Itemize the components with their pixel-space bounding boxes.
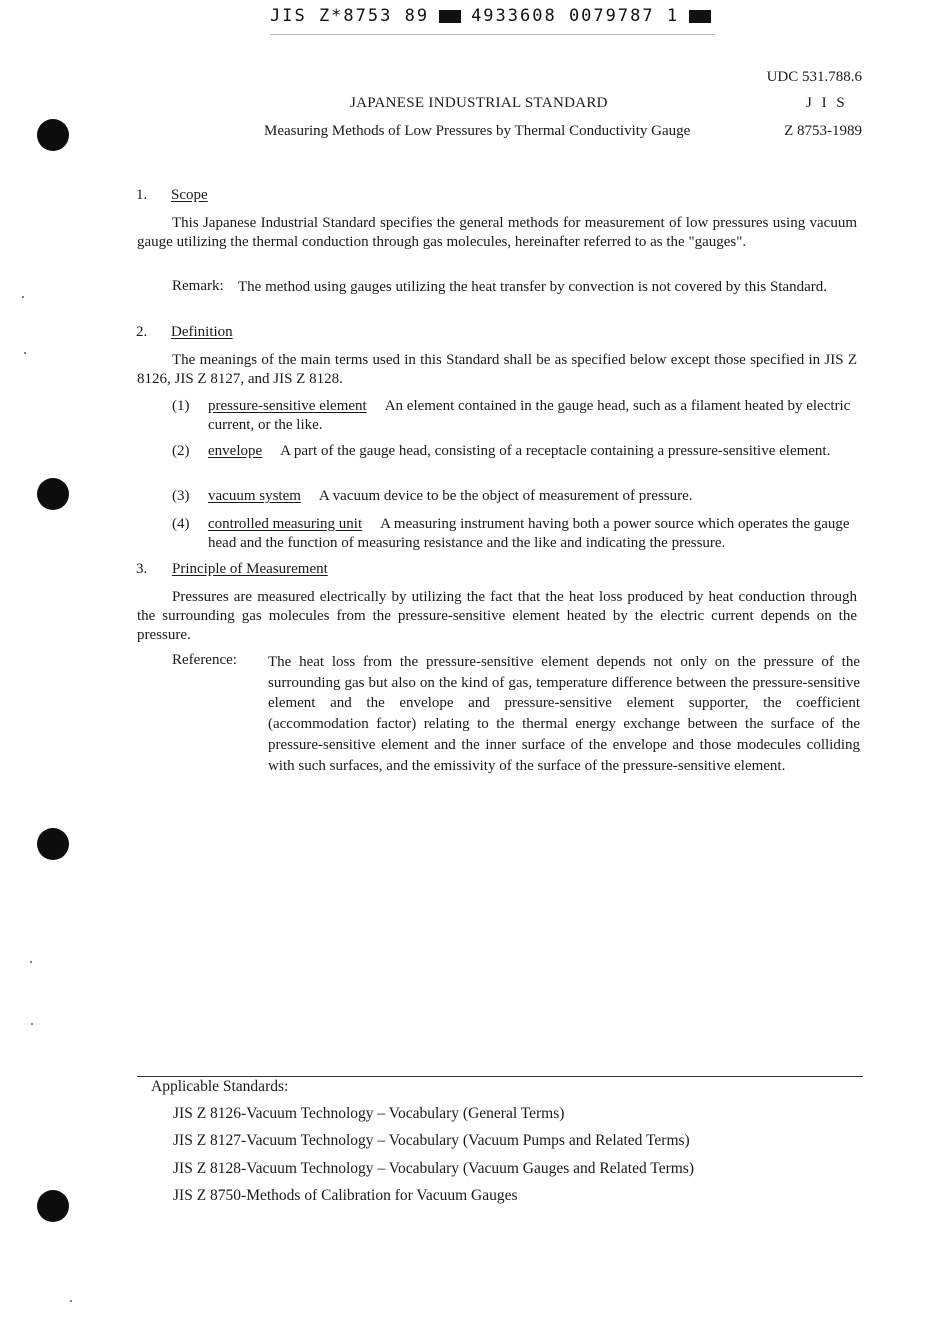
black-block-mark	[439, 10, 461, 23]
item-term: envelope	[208, 443, 263, 459]
definition-item	[172, 442, 852, 461]
section-title-scope: Scope	[171, 187, 208, 203]
standard-number: Z 8753-1989	[784, 123, 862, 139]
scan-header	[270, 6, 711, 26]
definition-paragraph	[137, 351, 857, 389]
udc-number: UDC 531.788.6	[766, 69, 862, 85]
punch-hole	[37, 119, 69, 151]
section-number: 2.	[136, 324, 148, 340]
applicable-standards-title: Applicable Standards:	[151, 1078, 289, 1095]
remark-text: The method using gauges utilizing the heat transfer by convection is not covered by this Standard.	[238, 279, 828, 295]
item-description: A measuring instrument having both a power source which operates the gauge head and the function of measuring resistance and the like and indicating the pressure.	[208, 516, 850, 551]
item-number: (1)	[172, 398, 190, 414]
scan-speck	[70, 1300, 72, 1302]
scan-speck	[24, 352, 26, 354]
section-title-principle: Principle of Measurement	[172, 561, 328, 577]
page-title: JAPANESE INDUSTRIAL STANDARD	[350, 95, 608, 111]
reference-label: Reference:	[172, 652, 237, 668]
item-description: A vacuum device to be the object of measurement of pressure.	[318, 488, 693, 504]
item-term: pressure-sensitive element	[208, 398, 367, 414]
item-description: A part of the gauge head, consisting of a receptacle containing a pressure-sensitive element.	[280, 443, 831, 459]
applicable-standard-item: JIS Z 8126-Vacuum Technology – Vocabulary (General Terms)	[173, 1105, 565, 1122]
applicable-standard-item: JIS Z 8750-Methods of Calibration for Vacuum Gauges	[173, 1187, 518, 1204]
item-number: (2)	[172, 443, 190, 459]
scan-header-code: JIS Z*8753 89	[270, 6, 430, 26]
scan-speck	[22, 296, 24, 298]
applicable-standard-item: JIS Z 8128-Vacuum Technology – Vocabulary (Vacuum Gauges and Related Terms)	[173, 1160, 694, 1177]
black-block-mark	[689, 10, 711, 23]
section-number: 1.	[136, 187, 148, 203]
scan-header-number: 4933608 0079787 1	[471, 6, 680, 26]
scope-paragraph	[137, 214, 857, 252]
definition-item	[172, 487, 852, 506]
definition-text: The meanings of the main terms used in this Standard shall be as specified below except those specified in JIS Z 8126, JIS Z 8127, and JIS Z 8128.	[137, 352, 857, 387]
section-number: 3.	[136, 561, 148, 577]
footnote-rule	[137, 1076, 863, 1077]
reference-text: The heat loss from the pressure-sensitive element depends not only on the pressure of the surrounding gas but also on the kind of gas, temperature difference between the pressure-sensitive element and the envelope and pressure-sensitive element supporter, the coefficient (accommodation factor) relating to the thermal energy exchange between the surface of the pressure-sensitive element and the inner surface of the envelope and those modecules colliding with such surfaces, and the emissivity of the surface of the pressure-sensitive element.	[268, 654, 860, 774]
definition-item	[172, 397, 852, 435]
applicable-standard-item: JIS Z 8127-Vacuum Technology – Vocabulary (Vacuum Pumps and Related Terms)	[173, 1132, 690, 1149]
principle-paragraph	[137, 588, 857, 645]
principle-text: Pressures are measured electrically by utilizing the fact that the heat loss produced by heat conduction through the surrounding gas molecules from the pressure-sensitive element heated by the electric current depends on the pressure.	[137, 589, 857, 643]
page-subtitle: Measuring Methods of Low Pressures by Thermal Conductivity Gauge	[264, 123, 691, 139]
item-number: (4)	[172, 516, 190, 532]
definition-item	[172, 515, 852, 553]
punch-hole	[37, 478, 69, 510]
item-description: An element contained in the gauge head, such as a filament heated by electric current, or the like.	[208, 398, 851, 433]
item-number: (3)	[172, 488, 190, 504]
item-term: vacuum system	[208, 488, 301, 504]
scan-speck	[31, 1023, 33, 1025]
remark-label: Remark:	[172, 278, 224, 294]
punch-hole	[37, 828, 69, 860]
section-title-definition: Definition	[171, 324, 233, 340]
scan-speck	[30, 961, 32, 963]
punch-hole	[37, 1190, 69, 1222]
jis-label: J I S	[806, 95, 848, 111]
header-rule	[270, 34, 715, 35]
scope-text: This Japanese Industrial Standard specifies the general methods for measurement of low pressures using vacuum gauge utilizing the thermal conduction through gas molecules, hereinafter referred to as the "gauges".	[137, 215, 857, 250]
item-term: controlled measuring unit	[208, 516, 363, 532]
